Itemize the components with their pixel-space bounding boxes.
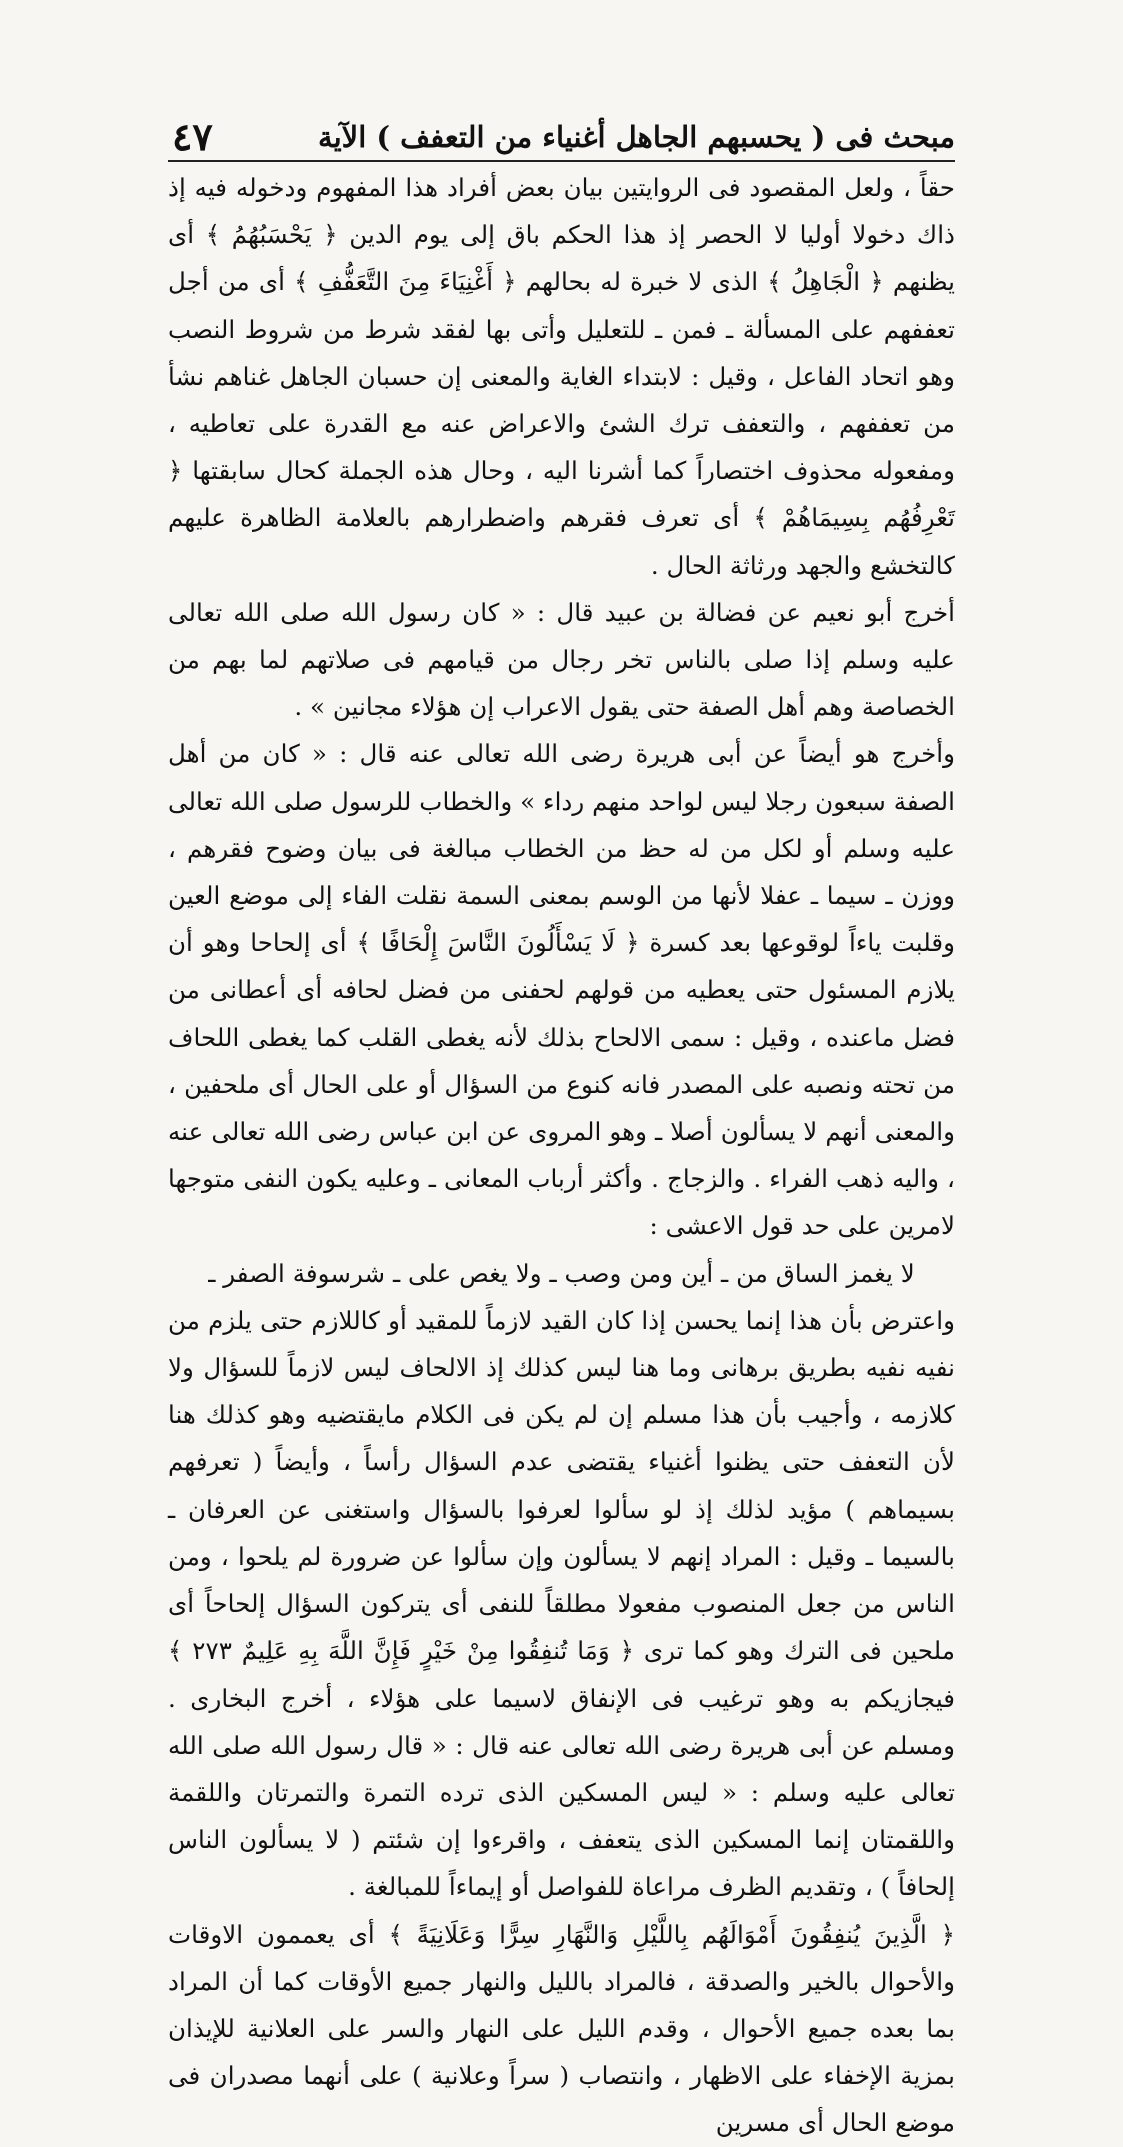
paragraph: وأخرج هو أيضاً عن أبى هريرة رضى الله تعالى عنه قال : « كان من أهل الصفة سبعون رجلا ليس لواحد منهم رداء » والخطاب للرسول صلى الله تعالى عليه وسلم أو لكل من له حظ من الخطاب مبالغة فى بيان وضوح فقرهم ، ووزن ـ سيما ـ عفلا لأنها من الوسم بمعنى السمة نقلت الفاء إلى موضع العين وقلبت ياءاً لوقوعها بعد كسرة ﴿ لَا يَسْأَلُونَ النَّاسَ إِلْحَافًا ﴾ أى إلحاحا وهو أن يلازم المسئول حتى يعطيه من قولهم لحفنى من فضل لحافه أى أعطانى من فضل ماعنده ، وقيل : سمى الالحاح بذلك لأنه يغطى القلب كما يغطى اللحاف من تحته ونصبه على المصدر فانه كنوع من السؤال أو على الحال أى ملحفين ، والمعنى أنهم لا يسألون أصلا ـ وهو المروى عن ابن عباس رضى الله تعالى عنه ، واليه ذهب الفراء . والزجاج . وأكثر أرباب المعانى ـ وعليه يكون النفى متوجها لامرين على حد قول الاعشى : — [168, 739, 955, 1241]
paragraph: واعترض بأن هذا إنما يحسن إذا كان القيد لازماً للمقيد أو كاللازم حتى يلزم من نفيه نفيه بطريق برهانى وما هنا ليس كذلك إذ الالحاف ليس لازماً للسؤال ولا كلازمه ، وأجيب بأن هذا مسلم إن لم يكن فى الكلام مايقتضيه وهو كذلك هنا لأن التعفف حتى يظنوا أغنياء يقتضى عدم السؤال رأساً ، وأيضاً ( تعرفهم بسيماهم ) مؤيد لذلك إذ لو سألوا لعرفوا بالسؤال واستغنى عن العرفان ـ بالسيما ـ وقيل : المراد إنهم لا يسألون وإن سألوا عن ضرورة لم يلحوا ، ومن الناس من جعل المنصوب مفعولا مطلقاً للنفى أى يتركون السؤال إلحاحاً أى ملحين فى الترك وهو كما ترى ﴿ وَمَا تُنفِقُوا مِنْ خَيْرٍ فَإِنَّ اللَّهَ بِهِ عَلِيمٌ ٢٧٣ ﴾ فيجازيكم به وهو ترغيب فى الإنفاق لاسيما على هؤلاء ، أخرج البخارى . ومسلم عن أبى هريرة رضى الله تعالى عنه قال : « قال رسول الله صلى الله تعالى عليه وسلم : « ليس المسكين الذى ترده التمرة والتمرتان واللقمة واللقمتان إنما المسكين الذى يتعفف ، واقرءوا إن شئتم ( لا يسألون الناس إلحافاً ) ، وتقديم الظرف مراعاة للفواصل أو إيماءاً للمبالغة . — [168, 1305, 955, 1902]
running-title: مبحث فى ( يحسبهم الجاهل أغنياء من التعفف ) الآية — [318, 120, 955, 154]
paragraph: أخرج أبو نعيم عن فضالة بن عبيد قال : « كان رسول الله صلى الله تعالى عليه وسلم إذا صلى بالناس تخر رجال من قيامهم فى صلاتهم لما بهم من الخصاصة وهم أهل الصفة حتى يقول الاعراب إن هؤلاء مجانين » . — [168, 597, 955, 722]
poetry-verse: لا يغمز الساق من ـ أين ومن وصب ـ ولا يغص على ـ شرسوفة الصفر ـ — [208, 1258, 915, 1288]
main-text — [168, 164, 955, 2138]
page-header — [168, 112, 955, 162]
paragraph: حقاً ، ولعل المقصود فى الروايتين بيان بعض أفراد هذا المفهوم ودخوله فيه إذ ذاك دخولا أوليا لا الحصر إذ هذا الحكم باق إلى يوم الدين ﴿ يَحْسَبُهُمُ ﴾ أى يظنهم ﴿ الْجَاهِلُ ﴾ الذى لا خبرة له بحالهم ﴿ أَغْنِيَاءَ مِنَ التَّعَفُّفِ ﴾ أى من أجل تعففهم على المسألة ـ فمن ـ للتعليل وأتى بها لفقد شرط من شروط النصب وهو اتحاد الفاعل ، وقيل : لابتداء الغاية والمعنى إن حسبان الجاهل غناهم نشأ من تعففهم ، والتعفف ترك الشئ والاعراض عنه مع القدرة على تعاطيه ، ومفعوله محذوف اختصاراً كما أشرنا اليه ، وحال هذه الجملة كحال سابقتها ﴿ تَعْرِفُهُم بِسِيمَاهُمْ ﴾ أى تعرف فقرهم واضطرارهم بالعلامة الظاهرة عليهم كالتخشع والجهد ورثاثة الحال . — [168, 173, 955, 580]
paragraph: ﴿ الَّذِينَ يُنفِقُونَ أَمْوَالَهُم بِاللَّيْلِ وَالنَّهَارِ سِرًّا وَعَلَانِيَةً ﴾ أى يعممون الاوقات والأحوال بالخير والصدقة ، فالمراد بالليل والنهار جميع الأوقات كما أن المراد بما بعده جميع الأحوال ، وقدم الليل على النهار والسر على العلانية للإيذان بمزية الإخفاء على الاظهار ، وانتصاب ( سراً وعلانية ) على أنهما مصدران فى موضع الحال أى مسرين — [168, 1919, 955, 2138]
page-number: ٤٧ — [172, 114, 213, 159]
header-divider — [168, 160, 955, 162]
